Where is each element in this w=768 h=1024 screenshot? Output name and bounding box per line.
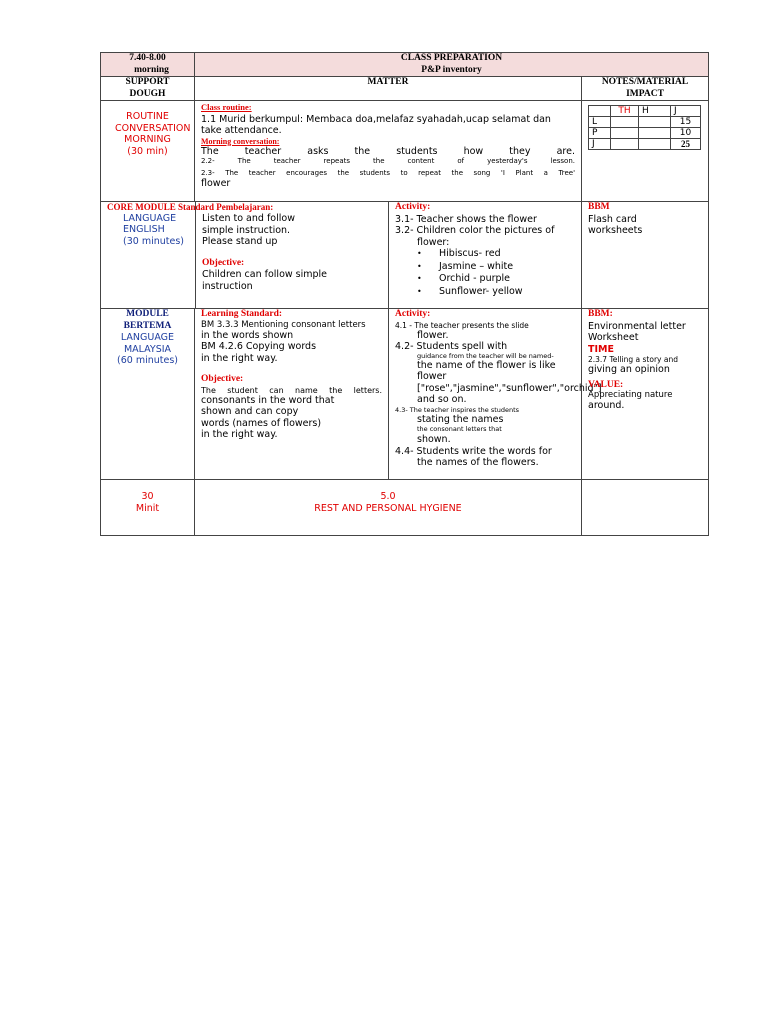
routine-row <box>101 101 709 202</box>
act-4-2-small: guidance from the teacher will be named- <box>417 351 554 360</box>
attendance-cell <box>639 139 671 150</box>
item-2-3: 2.3- The teacher encourages the students to repeat the song 'I Plant a Tree' <box>201 169 575 177</box>
routine-notes-cell <box>582 101 709 202</box>
bullet-icon: • <box>417 261 422 271</box>
attendance-header-cell: H <box>639 106 671 117</box>
module-notes-cell <box>582 309 709 480</box>
bbm-line1: Environmental letter <box>588 320 686 332</box>
attendance-cell: 15 <box>671 117 701 128</box>
core-matter-line3: Please stand up <box>202 236 278 247</box>
support-header <box>101 77 195 101</box>
act-4-4-cont: the names of the flowers. <box>417 457 539 468</box>
act-4-3: 4.3- The teacher inspires the students <box>395 405 520 414</box>
time-title: TIME <box>588 343 614 355</box>
lesson-plan-table <box>100 52 709 536</box>
core-module-title: CORE MODULE Standard Pembelajaran: <box>107 202 274 212</box>
item-2-2: 2.2- The teacher repeats the content of yesterday's lesson. <box>201 157 575 165</box>
attendance-header-cell: J <box>671 106 701 117</box>
value-line2: around. <box>588 400 625 411</box>
attendance-cell <box>639 117 671 128</box>
module-malaysia-label: MALAYSIA <box>123 343 172 355</box>
morning-label: MORNING <box>124 134 171 145</box>
routine-matter-cell <box>195 101 582 202</box>
attendance-cell: P <box>589 128 611 139</box>
core-notes-line2: worksheets <box>588 225 643 236</box>
attendance-cell <box>611 117 639 128</box>
learning-standard-title: Learning Standard: <box>201 309 283 319</box>
rest-number: 5.0 <box>380 491 396 502</box>
core-label-area <box>101 202 195 308</box>
rest-matter-cell <box>195 480 582 536</box>
attendance-row <box>589 139 701 150</box>
class-prep-cell <box>195 53 709 77</box>
module-matter-cell <box>195 309 389 480</box>
attendance-cell <box>639 128 671 139</box>
rest-minutes: 30 <box>141 491 154 502</box>
matter-header: MATTER <box>195 77 582 101</box>
core-english-label: ENGLISH <box>123 224 165 235</box>
column-header-row <box>101 77 709 101</box>
inventory-title: P&P inventory <box>421 64 482 75</box>
act-4-2-cont4: and so on. <box>417 394 467 405</box>
obj-line3: shown and can copy <box>201 406 299 417</box>
attendance-cell <box>611 139 639 150</box>
act-4-4: 4.4- Students write the words for <box>395 445 552 457</box>
routine-duration: (30 min) <box>127 145 168 157</box>
attendance-cell: 10 <box>671 128 701 139</box>
time-sub-label: morning <box>134 64 169 75</box>
bullet-icon: • <box>417 286 422 296</box>
core-activity-2-cont: flower: <box>417 236 450 248</box>
attendance-header-cell <box>589 106 611 117</box>
act-4-2-cont3: ["rose","jasmine","sunflower","orchid"] <box>417 382 602 394</box>
ls-line3: BM 4.2.6 Copying words <box>201 341 317 352</box>
rest-text: REST AND PERSONAL HYGIENE <box>314 502 462 514</box>
class-routine-title: Class routine: <box>201 102 252 112</box>
module-duration: (60 minutes) <box>117 355 178 366</box>
obj-line1: The student can name the letters. <box>201 385 382 395</box>
core-activity-cell <box>389 202 582 309</box>
core-matter-line2: simple instruction. <box>202 224 291 236</box>
flower-list-item <box>395 286 575 299</box>
ls-line1: BM 3.3.3 Mentioning consonant letters <box>201 319 366 330</box>
item-2-3-cont: flower <box>201 178 231 189</box>
core-notes-cell <box>582 202 709 309</box>
obj-line5: in the right way. <box>201 429 278 440</box>
module-bertema-row <box>101 309 709 480</box>
module-label: MODULE <box>126 309 169 319</box>
act-4-1-cont: flower. <box>417 329 449 341</box>
conversation-label: CONVERSATION <box>115 122 191 134</box>
conv-text: The teacher asks the students how they are. <box>201 145 575 157</box>
core-objective-title: Objective: <box>202 257 245 268</box>
attendance-row <box>589 117 701 128</box>
attendance-row <box>589 128 701 139</box>
module-language-label: LANGUAGE <box>120 332 175 343</box>
act-4-3-cont1: stating the names <box>417 413 504 425</box>
class-prep-title: CLASS PREPARATION <box>400 53 503 63</box>
morning-conv-title: Morning conversation: <box>201 136 280 146</box>
module-label-cell <box>101 309 195 480</box>
module-activity-title: Activity: <box>395 309 431 319</box>
attendance-cell: J <box>589 139 611 150</box>
bullet-icon: • <box>417 249 422 258</box>
routine-label-cell <box>101 101 195 202</box>
flower-jasmine: Jasmine – white <box>439 260 514 272</box>
act-4-3-small: the consonant letters that <box>417 425 502 433</box>
time-cell <box>101 53 195 77</box>
routine-label: ROUTINE <box>126 111 169 122</box>
header-row <box>101 53 709 77</box>
core-matter-line1: Listen to and follow <box>202 213 295 224</box>
support-header-line2: DOUGH <box>129 88 166 99</box>
act-4-2-cont2: flower <box>417 371 447 382</box>
module-objective-title: Objective: <box>201 374 244 384</box>
support-header-line1: SUPPORT <box>125 77 170 87</box>
core-activity-1: 3.1- Teacher shows the flower <box>395 213 537 225</box>
core-activity-title: Activity: <box>395 202 431 212</box>
attendance-table <box>588 105 701 150</box>
core-objective-line2: instruction <box>202 280 253 292</box>
act-4-3-cont2: shown. <box>417 434 451 445</box>
attendance-cell <box>611 128 639 139</box>
rest-row <box>101 480 709 536</box>
act-4-1: 4.1 - The teacher presents the slide <box>395 320 529 330</box>
core-objective-line1: Children can follow simple <box>202 269 328 280</box>
time-line2: giving an opinion <box>588 364 670 375</box>
ls-line4: in the right way. <box>201 352 278 364</box>
bullet-icon: • <box>417 274 422 283</box>
notes-header <box>582 77 709 101</box>
obj-line2: consonants in the word that <box>201 394 335 406</box>
core-left-cell <box>101 202 389 309</box>
flower-list-item <box>395 261 575 274</box>
flower-sunflower: Sunflower- yellow <box>439 285 523 297</box>
notes-header-line2: IMPACT <box>626 88 664 99</box>
routine-text-2: take attendance. <box>201 125 282 136</box>
routine-text-1: 1.1 Murid berkumpul: Membaca doa,melafaz syahadah,ucap selamat dan <box>201 113 551 125</box>
ls-line2: in the words shown <box>201 329 294 341</box>
attendance-cell: L <box>589 117 611 128</box>
core-duration: (30 minutes) <box>123 236 184 247</box>
core-matter-area <box>195 202 388 308</box>
bbm-line2: Worksheet <box>588 332 639 343</box>
act-4-2: 4.2- Students spell with <box>395 341 508 352</box>
flower-orchid: Orchid - purple <box>439 273 511 284</box>
notes-header-line1: NOTES/MATERIAL <box>601 77 689 87</box>
attendance-header-row <box>589 106 701 117</box>
value-line1: Appreciating nature <box>588 390 673 400</box>
time-line1: 2.3.7 Telling a story and <box>588 355 678 364</box>
time-label: 7.40-8.00 <box>129 53 166 63</box>
attendance-header-cell: TH <box>611 106 639 117</box>
flower-list-item <box>395 248 575 261</box>
core-bbm-title: BBM <box>588 202 610 212</box>
rest-label-cell <box>101 480 195 536</box>
rest-notes-cell <box>582 480 709 536</box>
core-language-label: LANGUAGE <box>123 213 177 224</box>
attendance-cell: 25 <box>671 139 701 150</box>
core-activity-2: 3.2- Children color the pictures of <box>395 225 555 236</box>
module-bbm-title: BBM: <box>588 309 613 319</box>
obj-line4: words (names of flowers) <box>201 417 322 429</box>
value-title: VALUE: <box>588 379 624 390</box>
rest-minit-label: Minit <box>135 502 160 514</box>
act-4-2-cont1: the name of the flower is like <box>417 359 556 371</box>
flower-list-item <box>395 273 575 286</box>
core-notes-line1: Flash card <box>588 213 637 225</box>
bertema-label: BERTEMA <box>123 320 172 331</box>
core-module-row <box>101 202 709 309</box>
flower-hibiscus: Hibiscus- red <box>439 248 501 259</box>
